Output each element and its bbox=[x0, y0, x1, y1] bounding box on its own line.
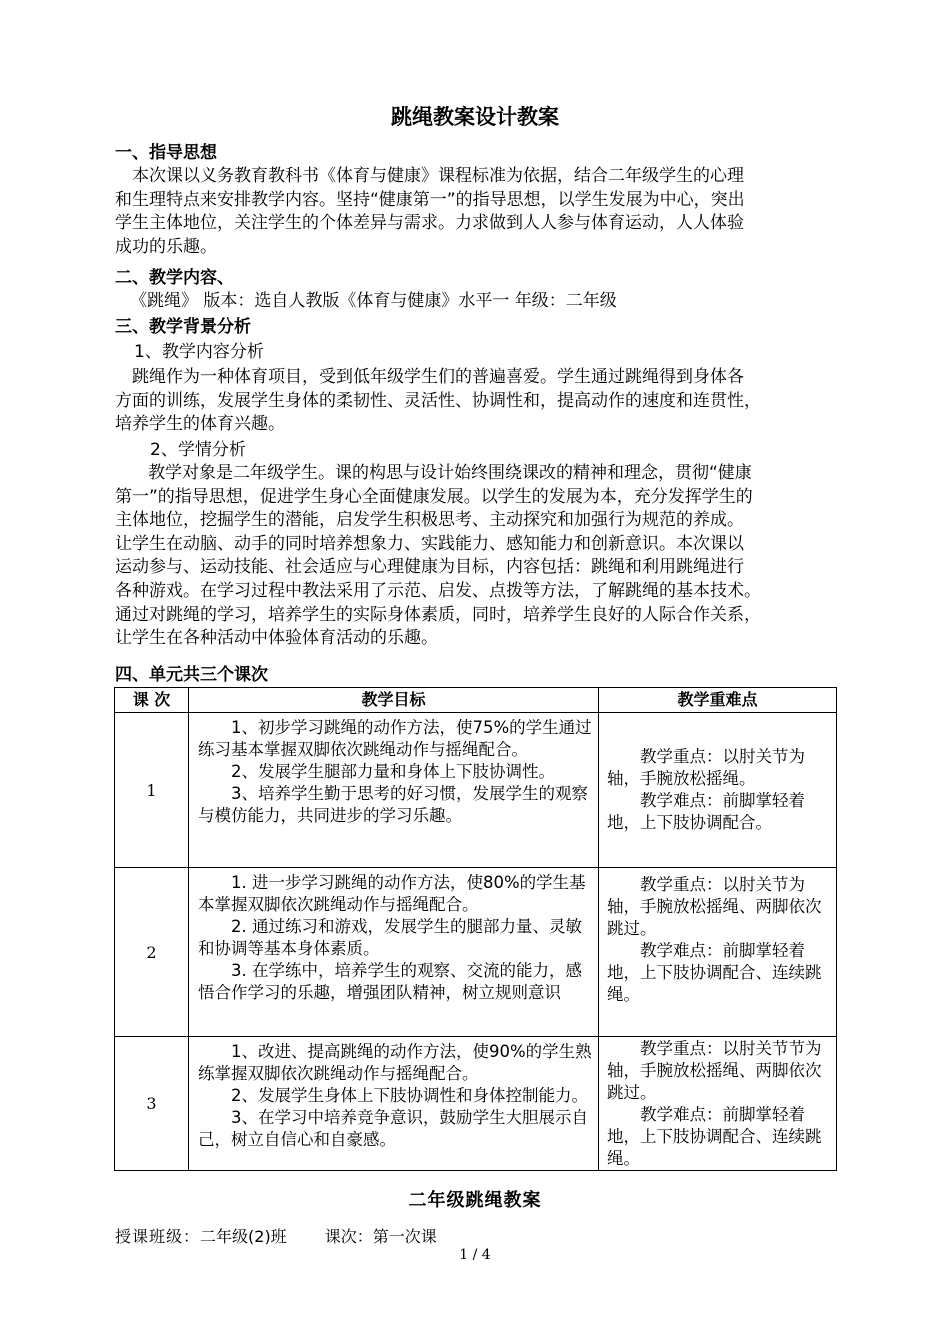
section-4-heading: 四、单元共三个课次 bbox=[115, 665, 268, 685]
key-points-cell bbox=[599, 868, 837, 1037]
section-1-paragraph bbox=[115, 165, 835, 259]
table-row bbox=[115, 1037, 837, 1171]
goals-cell bbox=[189, 868, 599, 1037]
paragraph-line: 和生理特点来安排教学内容。坚持“健康第一”的指导思想，以学生发展为中心，突出 bbox=[115, 189, 745, 210]
goals-cell bbox=[189, 1037, 599, 1171]
paragraph-line: 跳绳作为一种体育项目，受到低年级学生们的普遍喜爱。学生通过跳绳得到身体各 bbox=[132, 367, 744, 387]
class-value: 二年级(2)班 bbox=[200, 1227, 287, 1246]
goal-item: 3、培养学生勤于思考的好习惯，发展学生的观察与模仿能力，共同进步的学习乐趣。 bbox=[198, 784, 588, 825]
header-teaching-goals: 教学目标 bbox=[189, 688, 599, 713]
paragraph-line: 通过对跳绳的学习，培养学生的实际身体素质，同时，培养学生良好的人际合作关系， bbox=[115, 604, 761, 625]
paragraph-line: 让学生在各种活动中体验体育活动的乐趣。 bbox=[115, 628, 438, 649]
table-row bbox=[115, 713, 837, 868]
paragraph-line: 方面的训练，发展学生身体的柔韧性、灵活性、协调性和，提高动作的速度和连贯性， bbox=[115, 390, 761, 411]
subsection-2-paragraph bbox=[115, 462, 835, 651]
goal-item: 3、在学习中培养竞争意识，鼓励学生大胆展示自己，树立自信心和自豪感。 bbox=[198, 1108, 588, 1149]
goal-item: 3. 在学练中，培养学生的观察、交流的能力，感悟合作学习的乐趣，增强团队精神，树立规则意识 bbox=[198, 961, 582, 1002]
paragraph-line: 培养学生的体育兴趣。 bbox=[115, 414, 285, 435]
difficulty-item: 教学难点：前脚掌轻着地，上下肢协调配合。 bbox=[607, 791, 805, 832]
key-point-item: 教学重点：以肘关节为轴，手腕放松摇绳。 bbox=[607, 747, 805, 788]
paragraph-line: 成功的乐趣。 bbox=[115, 236, 217, 257]
lesson-number: 3 bbox=[115, 1037, 189, 1171]
subsection-1-paragraph bbox=[115, 366, 835, 437]
paragraph-line: 教学对象是二年级学生。课的构思与设计始终围绕课改的精神和理念，贯彻“健康 bbox=[148, 463, 752, 483]
goals-cell bbox=[189, 713, 599, 868]
class-label: 授课班级： bbox=[115, 1227, 201, 1246]
paragraph-line: 主体地位，挖掘学生的潜能，启发学生积极思考、主动探究和加强行为规范的养成。 bbox=[115, 510, 744, 531]
paragraph-line: 让学生在动脑、动手的同时培养想象力、实践能力、感知能力和创新意识。本次课以 bbox=[115, 533, 744, 554]
session-info: 课次：第一次课 bbox=[324, 1227, 437, 1246]
header-lesson-number: 课 次 bbox=[115, 688, 189, 713]
paragraph-line: 运动参与、运动技能、社会适应与心理健康为目标，内容包括：跳绳和利用跳绳进行 bbox=[115, 557, 744, 578]
key-points-cell bbox=[599, 1037, 837, 1171]
document-title: 跳绳教案设计教案 bbox=[391, 105, 559, 129]
paragraph-line: 学生主体地位，关注学生的个体差异与需求。力求做到人人参与体育运动，人人体验 bbox=[115, 213, 744, 234]
goal-item: 1、初步学习跳绳的动作方法，使75%的学生通过练习基本掌握双脚依次跳绳动作与摇绳配合。 bbox=[198, 718, 592, 759]
paragraph-line: 本次课以义务教育教科书《体育与健康》课程标准为依据，结合二年级学生的心理 bbox=[132, 166, 744, 186]
page-number: 1 / 4 bbox=[459, 1247, 491, 1263]
class-info-line bbox=[115, 1224, 437, 1247]
key-point-item: 教学重点：以肘关节节为轴，手腕放松摇绳、两脚依次跳过。 bbox=[607, 1038, 822, 1102]
header-key-points: 教学重难点 bbox=[599, 688, 837, 713]
paragraph-line: 第一”的指导思想，促进学生身心全面健康发展。以学生的发展为本，充分发挥学生的 bbox=[115, 486, 753, 507]
goal-item: 2、发展学生身体上下肢协调性和身体控制能力。 bbox=[231, 1086, 588, 1105]
difficulty-item: 教学难点：前脚掌轻着地，上下肢协调配合、连续跳绳。 bbox=[607, 1104, 822, 1168]
section-1-heading: 一、指导思想 bbox=[115, 143, 217, 163]
subsection-2-heading: 2、学情分析 bbox=[150, 440, 246, 460]
paragraph-line: 各种游戏。在学习过程中教法采用了示范、启发、点拨等方法，了解跳绳的基本技术。 bbox=[115, 580, 761, 601]
lesson-number: 2 bbox=[115, 868, 189, 1037]
section-2-content: 《跳绳》 版本：选自人教版《体育与健康》水平一 年级：二年级 bbox=[130, 291, 617, 311]
lesson-plan-title: 二年级跳绳教案 bbox=[408, 1190, 542, 1211]
goal-item: 1、改进、提高跳绳的动作方法，使90%的学生熟练掌握双脚依次跳绳动作与摇绳配合。 bbox=[198, 1042, 592, 1083]
section-2-heading: 二、教学内容、 bbox=[115, 268, 234, 288]
subsection-1-heading: 1、教学内容分析 bbox=[134, 342, 264, 362]
section-3-heading: 三、教学背景分析 bbox=[115, 317, 251, 337]
goal-item: 2. 通过练习和游戏，发展学生的腿部力量、灵敏和协调等基本身体素质。 bbox=[198, 917, 582, 958]
goal-item: 2、发展学生腿部力量和身体上下肢协调性。 bbox=[231, 762, 555, 781]
lesson-units-table bbox=[114, 687, 837, 1171]
goal-item: 1. 进一步学习跳绳的动作方法，使80%的学生基本掌握双脚依次跳绳动作与摇绳配合。 bbox=[198, 873, 586, 914]
table-header-row bbox=[115, 688, 837, 713]
key-point-item: 教学重点：以肘关节为轴，手腕放松摇绳、两脚依次跳过。 bbox=[607, 875, 822, 938]
lesson-number: 1 bbox=[115, 713, 189, 868]
key-points-cell bbox=[599, 713, 837, 868]
difficulty-item: 教学难点：前脚掌轻着地，上下肢协调配合、连续跳绳。 bbox=[607, 941, 822, 1004]
table-row bbox=[115, 868, 837, 1037]
